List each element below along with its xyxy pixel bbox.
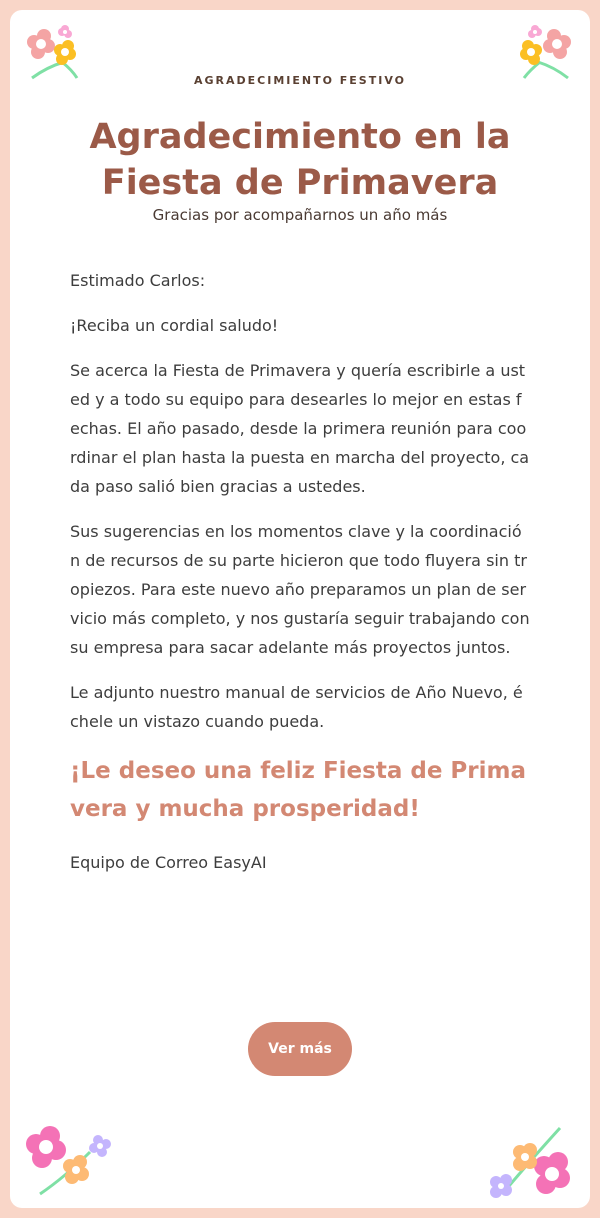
salutation: ¡Reciba un cordial saludo! (70, 316, 279, 335)
signature: Equipo de Correo EasyAI (70, 853, 267, 872)
email-card (10, 10, 590, 1208)
flower-icon-bottom-right (484, 1122, 580, 1202)
page-title: Agradecimiento en la Fiesta de Primavera (89, 117, 511, 203)
paragraph-2: Sus sugerencias en los momentos clave y la coordinación de recursos de su parte hicieron que todo fluyera sin tropiezos. Para este nuevo año preparamos un plan de servicio más completo, y nos gustaría seguir trabajando con su empresa para sacar adelante más proyectos juntos. (70, 522, 530, 657)
paragraph-1: Se acerca la Fiesta de Primavera y quería escribirle a usted y a todo su equipo para desearles lo mejor en estas fechas. El año pasado, desde la primera reunión para coordinar el plan hasta la puesta en marcha del proyecto, cada paso salió bien gracias a ustedes. (70, 361, 530, 496)
flower-icon-bottom-left (20, 1122, 116, 1202)
letter-body (70, 266, 530, 893)
holiday-wish: ¡Le deseo una feliz Fiesta de Primavera y mucha prosperidad! (70, 758, 527, 822)
paragraph-3: Le adjunto nuestro manual de servicios de Año Nuevo, échele un vistazo cuando pueda. (70, 683, 523, 731)
greeting: Estimado Carlos: (70, 271, 206, 290)
see-more-button[interactable]: Ver más (248, 1022, 352, 1076)
page-subtitle: Gracias por acompañarnos un año más (152, 206, 448, 224)
eyebrow-label: AGRADECIMIENTO FESTIVO (194, 74, 406, 87)
